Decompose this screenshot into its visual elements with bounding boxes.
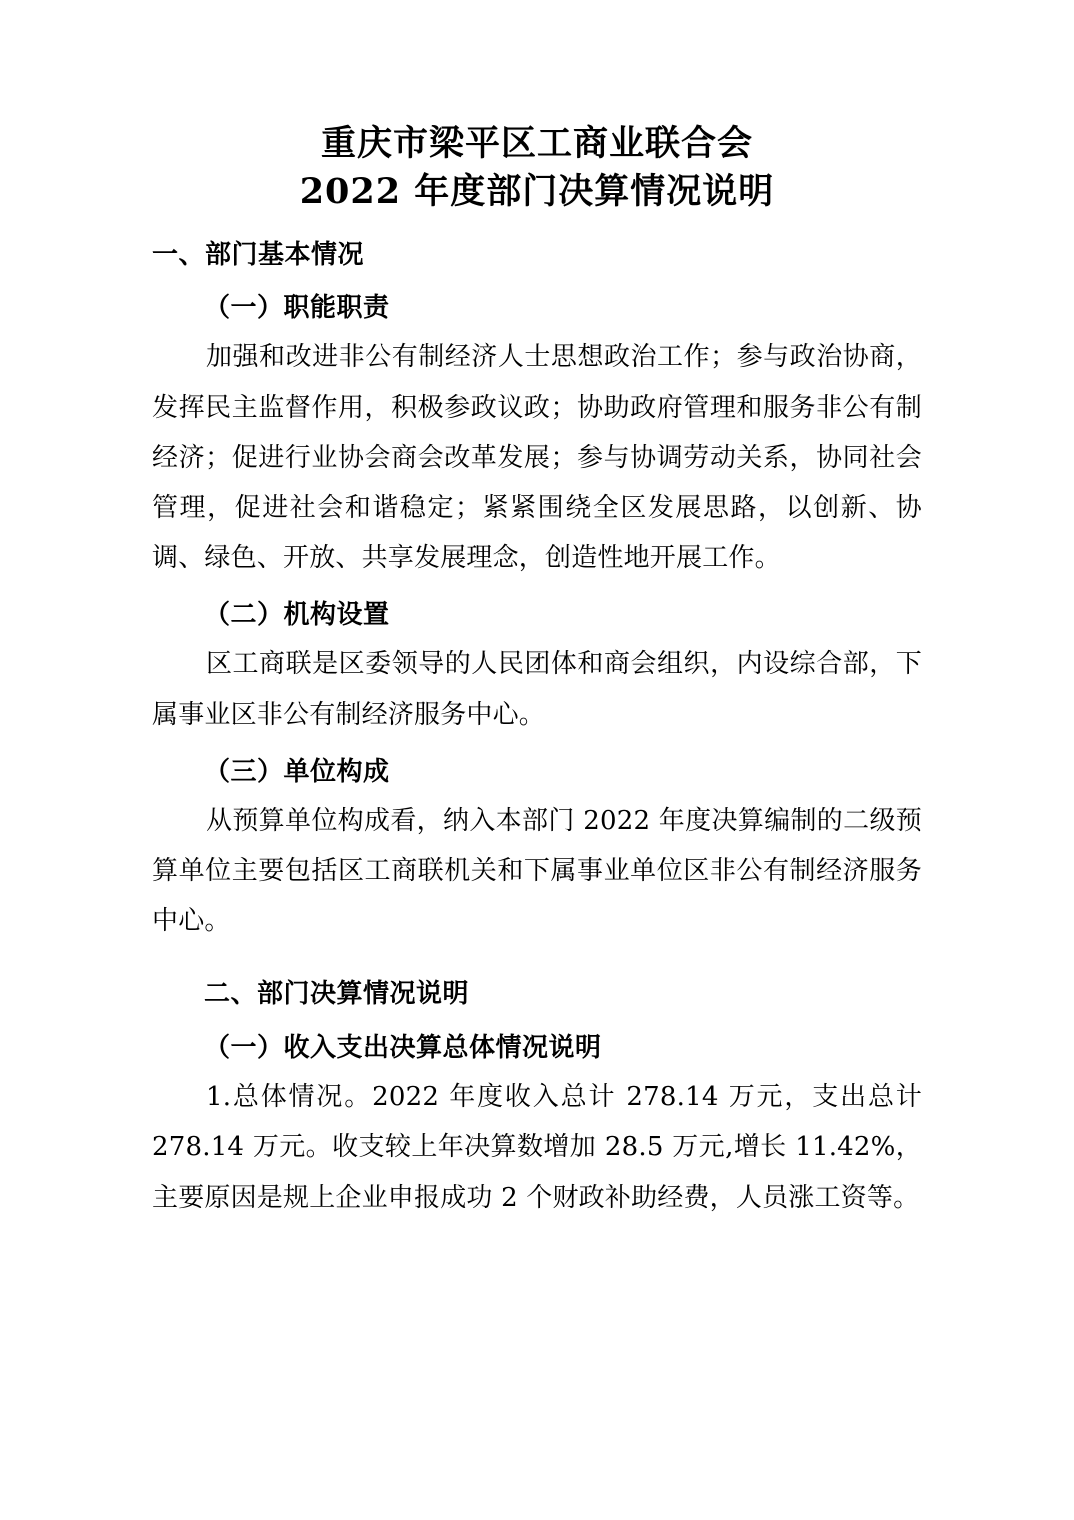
paragraph-1-2-1: 区工商联是区委领导的人民团体和商会组织，内设综合部，下属事业区非公有制经济服务中心。 bbox=[152, 649, 922, 730]
document-title-line-2: 2022 年度部门决算情况说明 bbox=[299, 171, 775, 213]
subsection-heading-2-1: （一）收入支出决算总体情况说明 bbox=[204, 1033, 602, 1064]
subsection-heading-1-2: （二）机构设置 bbox=[204, 600, 390, 631]
paragraph-2-1-1: 1.总体情况。2022 年度收入总计 278.14 万元，支出总计 278.14 万元。收支较上年决算数增加 28.5 万元,增长 11.42%，主要原因是规上企业申报成功 2 个财政补助经费，人员涨工资等。 bbox=[152, 1082, 922, 1213]
section-heading-2: 二、部门决算情况说明 bbox=[204, 979, 470, 1010]
section-spacer bbox=[152, 948, 922, 956]
subsection-heading-1-3: （三）单位构成 bbox=[204, 756, 390, 787]
subsection-heading-1-1: （一）职能职责 bbox=[204, 293, 390, 324]
section-heading-1: 一、部门基本情况 bbox=[152, 239, 365, 270]
document-title-line-1: 重庆市梁平区工商业联合会 bbox=[320, 123, 753, 164]
paragraph-1-3-1: 从预算单位构成看，纳入本部门 2022 年度决算编制的二级预算单位主要包括区工商联机关和下属事业单位区非公有制经济服务中心。 bbox=[152, 805, 922, 937]
paragraph-1-1-1: 加强和改进非公有制经济人士思想政治工作；参与政治协商，发挥民主监督作用，积极参政议政；协助政府管理和服务非公有制经济；促进行业协会商会改革发展；参与协调劳动关系，协同社会管理，促进社会和谐稳定；紧紧围绕全区发展思路，以创新、协调、绿色、开放、共享发展理念，创造性地开展工作。 bbox=[152, 342, 922, 574]
document-title bbox=[152, 120, 922, 217]
